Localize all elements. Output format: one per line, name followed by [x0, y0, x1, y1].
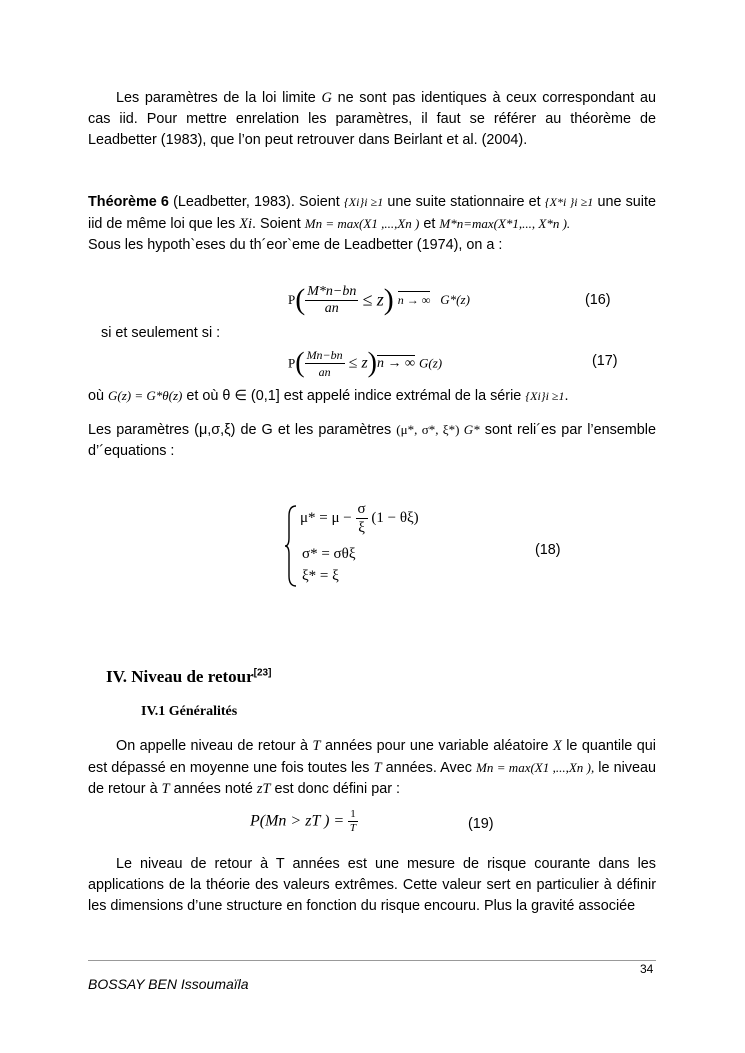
theorem-label: Théorème 6 [88, 194, 169, 210]
equation-18-number: (18) [535, 542, 561, 558]
eq16-fraction: $\frac{M*n-bn}{an}$ [307, 283, 357, 316]
page-number: 34 [640, 962, 654, 976]
section-title: IV. Niveau de retour[23] [106, 667, 272, 686]
return-level-paragraph: On appelle niveau de retour à T années pour une variable aléatoire X le quantile qui est dépassé en moyenne une fois toutes les T années. Avec Mn = max(X1 ,...,Xn ), le niveau de retour à T années noté zT est donc défini par : [88, 738, 656, 797]
eq18-line3: ξ* = ξ [302, 568, 339, 584]
params-paragraph: Les paramètres (μ,σ,ξ) de G et les paramètres (μ*, σ*, ξ*) G* sont reli´es par l’ensemble d’´equations : [88, 422, 656, 459]
footer-divider [88, 960, 656, 961]
risk-paragraph: Le niveau de retour à T années est une mesure de risque courante dans les applications de la théorie des valeurs extrêmes. Cette valeur sert en particulier à définir les dimensions d’une structure en fonction du risque encouru. Plus la gravité associée [88, 856, 656, 914]
eq17-fraction: $\frac{Mn-bn}{an}$ [306, 348, 343, 379]
equation-17: P( $\frac{Mn-bn}{an}$ ≤ z)n → ∞ G(z) [288, 347, 443, 379]
eq18-line2: σ* = σθξ [302, 546, 356, 562]
equation-17-number: (17) [592, 353, 618, 369]
subsection-title: IV.1 Généralités [141, 704, 238, 719]
brace-icon [284, 504, 298, 588]
footer-author: BOSSAY BEN Issoumaïla [88, 976, 249, 992]
section-reference: [23] [253, 667, 272, 679]
equation-18 [284, 500, 484, 590]
equation-16: P( $\frac{M*n-bn}{an}$ ≤ z) n → ∞ G*(z) [288, 283, 470, 316]
equation-19-number: (19) [468, 816, 494, 832]
iff-text: si et seulement si : [101, 325, 221, 341]
theorem-6: Théorème 6 (Leadbetter, 1983). Soient {Xi}i ≥1 une suite stationnaire et {X*i }i ≥1 une suite iid de même loi que les Xi. Soient Mn = max(X1 ,...,Xn ) et M*n=max(X*1,..., X*n ). Sous les hypoth`eses du th´eor`eme de Leadbetter (1974), on a : [88, 194, 657, 253]
equation-16-number: (16) [585, 292, 611, 308]
intro-paragraph: Les paramètres de la loi limite G ne sont pas identiques à ceux correspondant au cas iid. Pour mettre enrelation les paramètres, il faut se référer au théorème de Leadbetter (1983), que l’on peut retrouver dans Beirlant et al. (2004). [88, 90, 656, 148]
eq18-line1: μ* = μ − $\frac{\sigma}{\xi}$ (1 − θξ) [300, 501, 419, 536]
where-line: où G(z) = G*θ(z) et où θ ∈ (0,1] est appelé indice extrémal de la série {Xi}i ≥1. [88, 388, 569, 404]
equation-19: P(Mn > zT ) = $\frac{1}{T}$ [250, 808, 356, 834]
